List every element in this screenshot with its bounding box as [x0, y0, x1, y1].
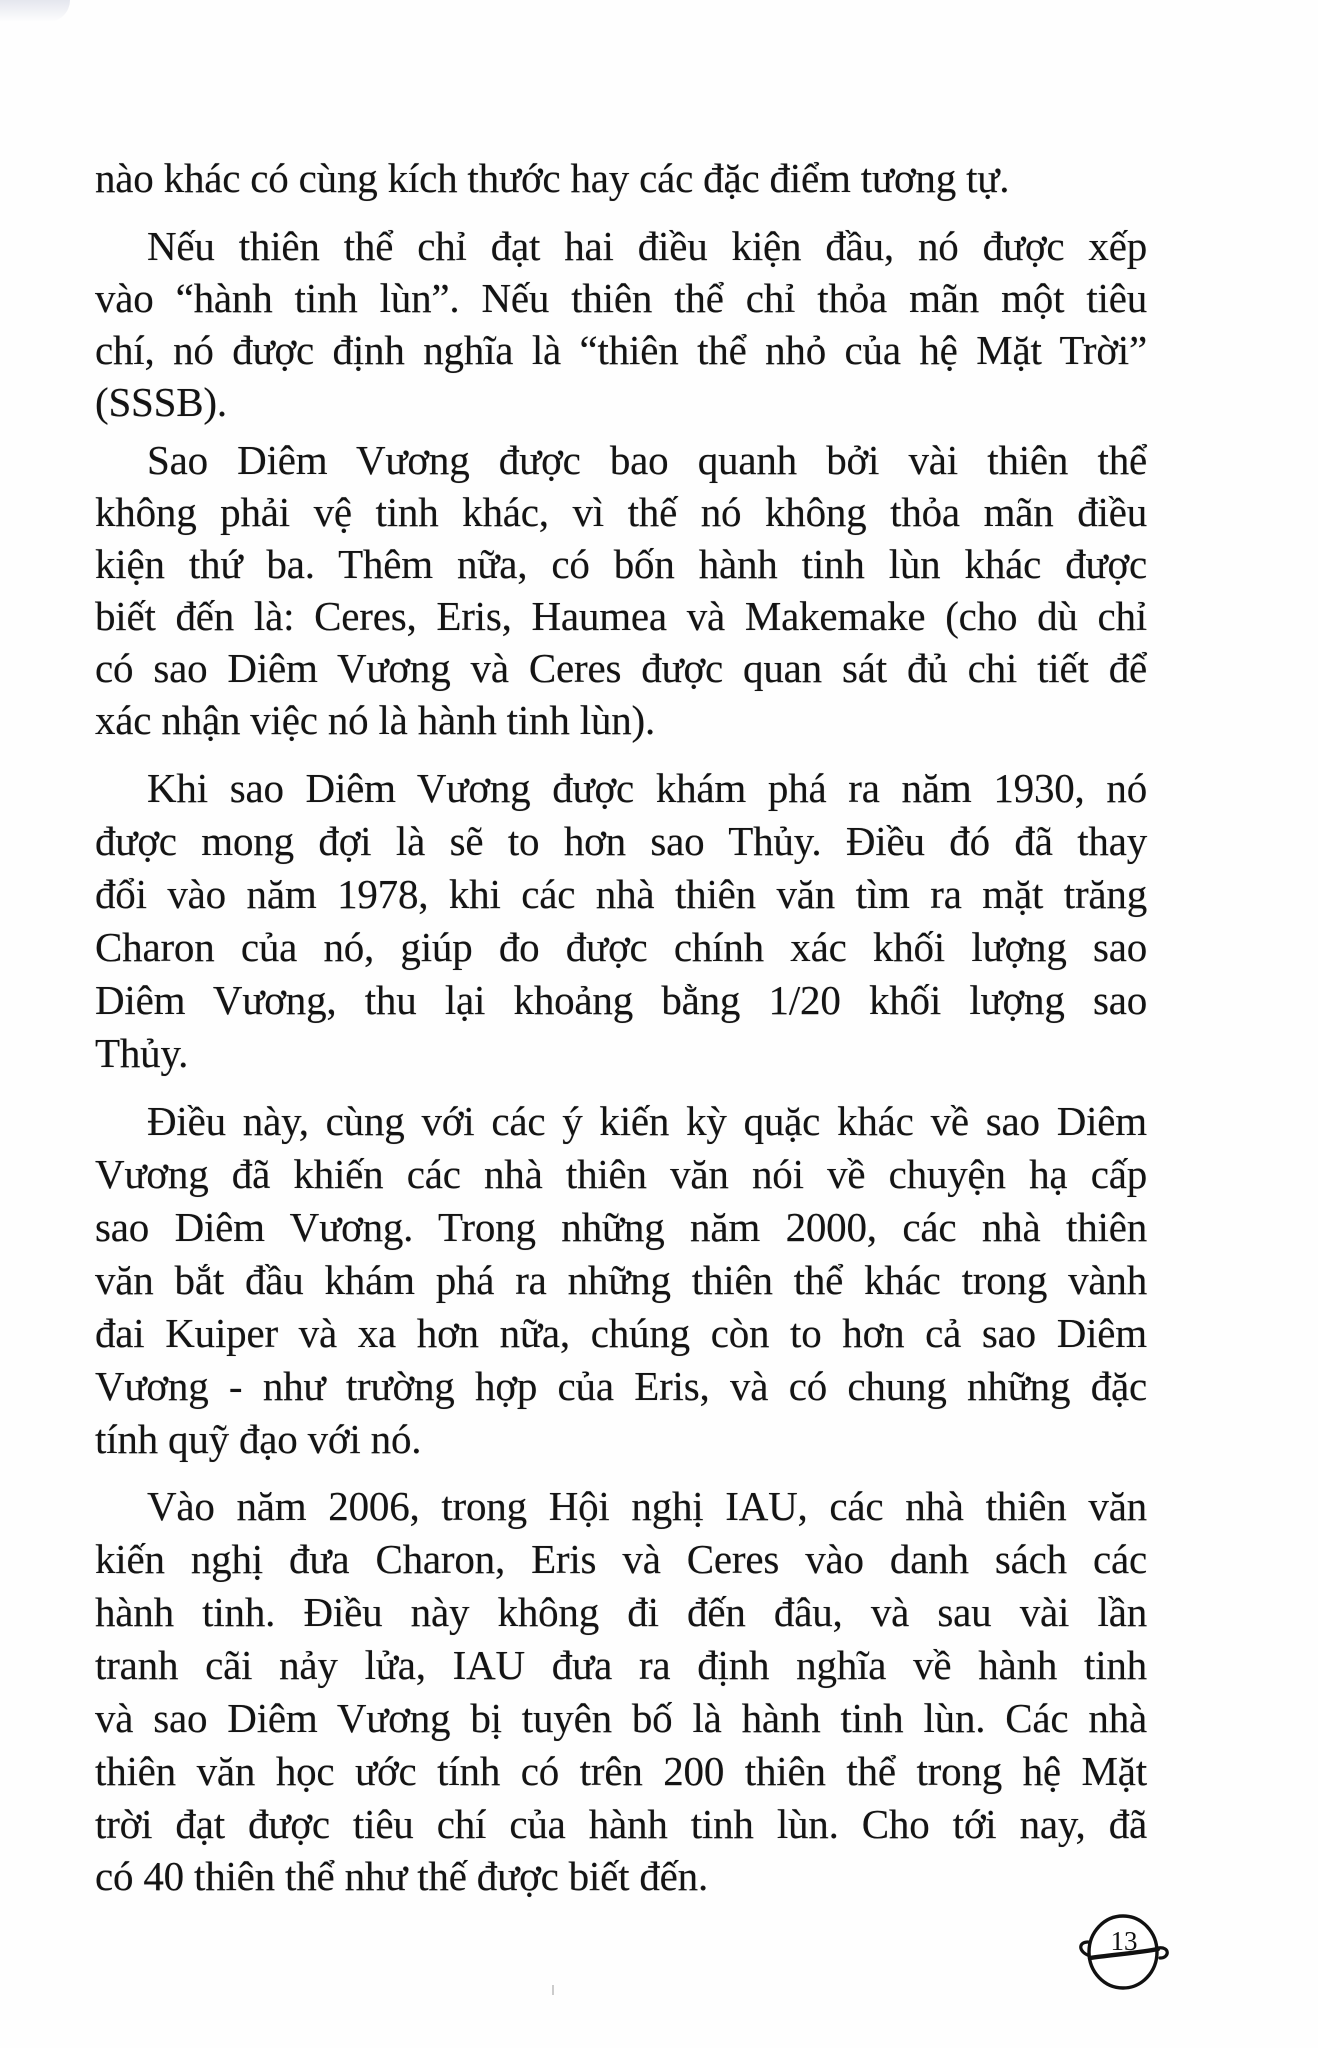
paragraph-6-line-1: Vào năm 2006, trong Hội nghị IAU, các nhà thiên văn: [147, 1483, 1147, 1529]
paragraph-2-line-2: vào “hành tinh lùn”. Nếu thiên thể chỉ thỏa mãn một tiêu: [95, 275, 1147, 321]
paragraph-3-line-5: có sao Diêm Vương và Ceres được quan sát đủ chi tiết để: [95, 645, 1147, 691]
paragraph-4-line-4: Charon của nó, giúp đo được chính xác khối lượng sao: [95, 924, 1147, 970]
paragraph-6-line-7: trời đạt được tiêu chí của hành tinh lùn. Cho tới nay, đã: [95, 1801, 1147, 1847]
paragraph-3-line-2: không phải vệ tinh khác, vì thế nó không thỏa mãn điều: [95, 489, 1147, 535]
paragraph-5-line-1: Điều này, cùng với các ý kiến kỳ quặc khác về sao Diêm: [147, 1098, 1147, 1144]
paragraph-6-line-3: hành tinh. Điều này không đi đến đâu, và sau vài lần: [95, 1589, 1147, 1635]
paragraph-3-line-6: xác nhận việc nó là hành tinh lùn).: [95, 697, 655, 743]
paragraph-5-line-5: đai Kuiper và xa hơn nữa, chúng còn to hơn cả sao Diêm: [95, 1310, 1147, 1356]
paragraph-2-line-1: Nếu thiên thể chỉ đạt hai điều kiện đầu, nó được xếp: [147, 223, 1147, 269]
scan-speck: [552, 1985, 554, 1995]
paragraph-5-line-2: Vương đã khiến các nhà thiên văn nói về chuyện hạ cấp: [95, 1151, 1147, 1197]
paragraph-3-line-4: biết đến là: Ceres, Eris, Haumea và Makemake (cho dù chỉ: [95, 593, 1147, 639]
paragraph-4-line-3: đổi vào năm 1978, khi các nhà thiên văn tìm ra mặt trăng: [95, 871, 1147, 917]
page-number-badge: [1076, 1912, 1172, 1992]
paragraph-3-line-1: Sao Diêm Vương được bao quanh bởi vài thiên thể: [147, 437, 1147, 483]
page-number: 13: [1110, 1926, 1138, 1956]
paragraph-6-line-2: kiến nghị đưa Charon, Eris và Ceres vào danh sách các: [95, 1536, 1147, 1582]
paragraph-4-line-2: được mong đợi là sẽ to hơn sao Thủy. Điều đó đã thay: [95, 818, 1147, 864]
paragraph-3-line-3: kiện thứ ba. Thêm nữa, có bốn hành tinh lùn khác được: [95, 541, 1147, 587]
paragraph-4-line-1: Khi sao Diêm Vương được khám phá ra năm 1930, nó: [147, 765, 1147, 811]
paragraph-6-line-8: có 40 thiên thể như thế được biết đến.: [95, 1853, 709, 1899]
paragraph-4-line-5: Diêm Vương, thu lại khoảng bằng 1/20 khối lượng sao: [95, 977, 1147, 1023]
paragraph-2-line-4: (SSSB).: [95, 379, 227, 425]
paragraph-6-line-6: thiên văn học ước tính có trên 200 thiên thể trong hệ Mặt: [95, 1748, 1147, 1794]
paragraph-5-line-7: tính quỹ đạo với nó.: [95, 1416, 422, 1462]
paragraph-4-line-6: Thủy.: [95, 1030, 189, 1076]
paragraph-1-line-1: nào khác có cùng kích thước hay các đặc điểm tương tự.: [95, 155, 1010, 201]
paragraph-2-line-3: chí, nó được định nghĩa là “thiên thể nhỏ của hệ Mặt Trời”: [95, 327, 1147, 373]
paragraph-5-line-6: Vương - như trường hợp của Eris, và có chung những đặc: [95, 1363, 1147, 1409]
paragraph-5-line-4: văn bắt đầu khám phá ra những thiên thể khác trong vành: [95, 1257, 1147, 1303]
paragraph-6-line-5: và sao Diêm Vương bị tuyên bố là hành tinh lùn. Các nhà: [95, 1695, 1147, 1741]
paragraph-5-line-3: sao Diêm Vương. Trong những năm 2000, các nhà thiên: [95, 1204, 1147, 1250]
paragraph-6-line-4: tranh cãi nảy lửa, IAU đưa ra định nghĩa về hành tinh: [95, 1642, 1147, 1688]
